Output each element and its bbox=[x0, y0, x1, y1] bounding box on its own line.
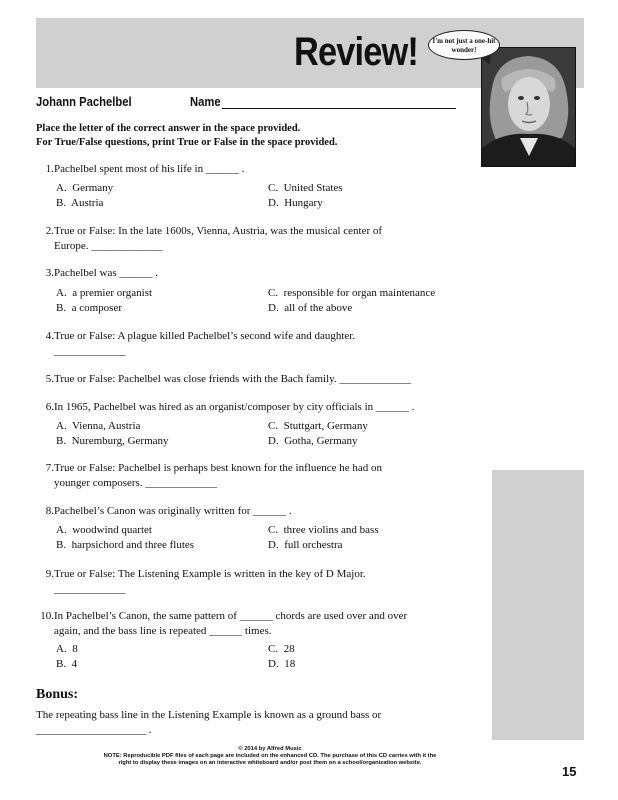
question-number: 5. bbox=[45, 373, 54, 385]
bonus-text: The repeating bass line in the Listening Example is known as a ground bass or bbox=[36, 709, 382, 721]
question-3 bbox=[36, 266, 456, 281]
question-8 bbox=[36, 504, 456, 519]
question-text: _____________ bbox=[54, 345, 126, 357]
option-b: B. harpsichord and three flutes bbox=[56, 539, 195, 551]
instruction-line: For True/False questions, print True or False in the space provided. bbox=[36, 137, 338, 148]
question-number: 6. bbox=[45, 401, 54, 413]
option-d: D. all of the above bbox=[268, 302, 353, 314]
question-number: 10. bbox=[40, 610, 54, 622]
page-number: 15 bbox=[562, 764, 577, 779]
option-a: A. Germany bbox=[56, 182, 114, 194]
option-d: D. Hungary bbox=[268, 197, 323, 209]
option-c: C. 28 bbox=[268, 643, 295, 655]
question-text: In 1965, Pachelbel was hired as an organist/composer by city officials in ______ . bbox=[54, 401, 415, 413]
option-c: C. Stuttgart, Germany bbox=[268, 420, 368, 432]
question-text: True or False: In the late 1600s, Vienna, Austria, was the musical center of bbox=[54, 225, 383, 237]
name-field[interactable] bbox=[222, 108, 456, 109]
footer-line: NOTE: Reproducible PDF files of each page are included on the enhanced CD. The purchase of this CD carries with it the bbox=[103, 753, 437, 759]
question-text: Pachelbel spent most of his life in ______ . bbox=[54, 163, 245, 175]
question-text: younger composers. _____________ bbox=[54, 477, 217, 489]
option-b: B. a composer bbox=[56, 302, 122, 314]
option-a: A. woodwind quartet bbox=[56, 524, 152, 536]
option-b: B. Austria bbox=[56, 197, 104, 209]
question-text: In Pachelbel’s Canon, the same pattern of ______ chords are used over and over bbox=[54, 610, 408, 622]
copyright: © 2014 by Alfred Music bbox=[238, 746, 302, 752]
question-number: 2. bbox=[45, 225, 54, 237]
page-title: Review! bbox=[294, 30, 418, 74]
portrait-image bbox=[482, 48, 575, 166]
side-band bbox=[492, 470, 584, 740]
composer-portrait bbox=[481, 47, 576, 167]
footer-line: right to display these images on an interactive whiteboard and/or post them on a school/organization website. bbox=[118, 760, 422, 766]
question-text: True or False: A plague killed Pachelbel’s second wife and daughter. bbox=[54, 330, 356, 342]
question-10 bbox=[36, 609, 456, 637]
question-5 bbox=[36, 372, 456, 387]
bonus-question bbox=[36, 708, 456, 738]
question-1 bbox=[36, 162, 456, 177]
option-b: B. Nuremburg, Germany bbox=[56, 435, 169, 447]
option-d: D. 18 bbox=[268, 658, 296, 670]
option-c: C. United States bbox=[268, 182, 343, 194]
question-number: 1. bbox=[45, 163, 54, 175]
question-number: 9. bbox=[45, 568, 54, 580]
name-label: Name bbox=[190, 95, 221, 109]
question-text: True or False: Pachelbel was close friends with the Bach family. _____________ bbox=[54, 373, 411, 385]
question-6 bbox=[36, 400, 456, 415]
footer-note bbox=[50, 746, 490, 767]
option-b: B. 4 bbox=[56, 658, 78, 670]
question-text: again, and the bass line is repeated ______ times. bbox=[54, 625, 272, 637]
question-number: 3. bbox=[45, 267, 54, 279]
question-text: _____________ bbox=[54, 583, 126, 595]
option-c: C. three violins and bass bbox=[268, 524, 379, 536]
question-7 bbox=[36, 461, 456, 489]
option-c: C. responsible for organ maintenance bbox=[268, 287, 436, 299]
speech-bubble: I'm not just a one-hit wonder! bbox=[428, 30, 500, 60]
option-d: D. Gotha, Germany bbox=[268, 435, 358, 447]
composer-name: Johann Pachelbel bbox=[36, 95, 132, 109]
question-number: 4. bbox=[45, 330, 54, 342]
option-a: A. 8 bbox=[56, 643, 78, 655]
bonus-text: ____________________ . bbox=[36, 724, 152, 736]
instruction-line: Place the letter of the correct answer in the space provided. bbox=[36, 123, 301, 134]
question-9 bbox=[36, 567, 456, 595]
question-text: True or False: Pachelbel is perhaps best known for the influence he had on bbox=[54, 462, 382, 474]
question-number: 8. bbox=[45, 505, 54, 517]
bonus-heading: Bonus: bbox=[36, 687, 79, 702]
question-2 bbox=[36, 224, 456, 252]
question-text: Europe. _____________ bbox=[54, 240, 163, 252]
question-number: 7. bbox=[45, 462, 54, 474]
option-a: A. a premier organist bbox=[56, 287, 153, 299]
option-d: D. full orchestra bbox=[268, 539, 343, 551]
question-text: True or False: The Listening Example is written in the key of D Major. bbox=[54, 568, 366, 580]
question-text: Pachelbel was ______ . bbox=[54, 267, 158, 279]
question-4 bbox=[36, 329, 456, 357]
instructions bbox=[36, 122, 337, 150]
question-text: Pachelbel’s Canon was originally written for ______ . bbox=[54, 505, 292, 517]
option-a: A. Vienna, Austria bbox=[56, 420, 141, 432]
